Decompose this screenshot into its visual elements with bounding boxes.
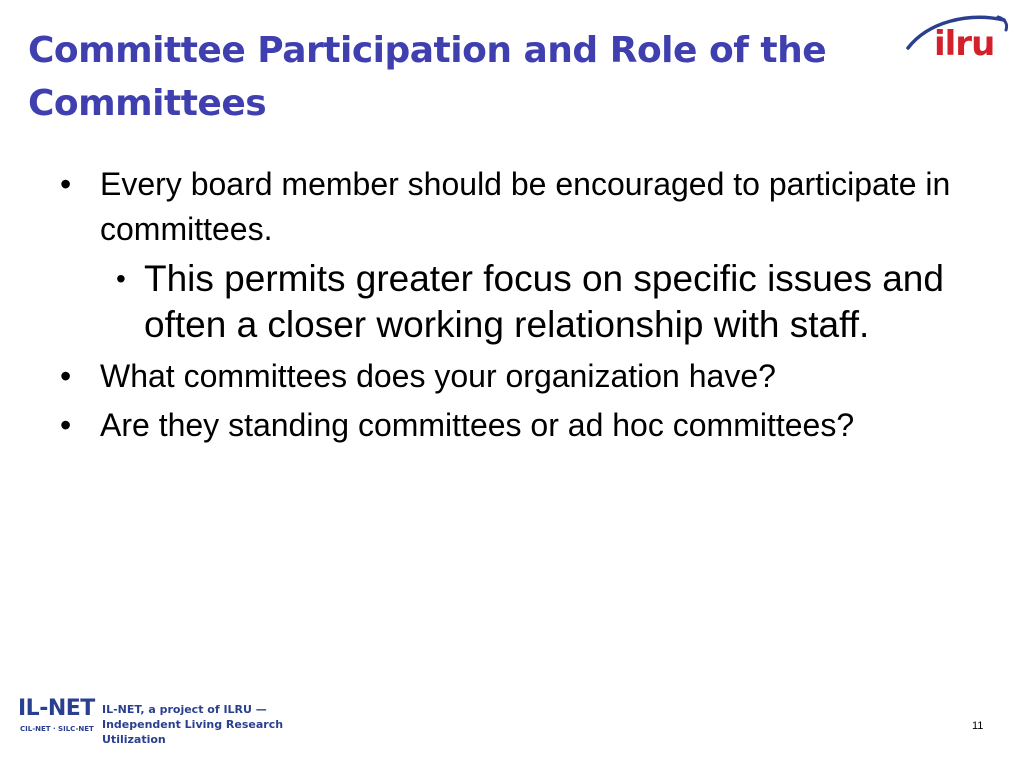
il-net-description — [102, 702, 338, 747]
il-net-brand: IL-NET — [18, 696, 95, 721]
bullet-dot: • — [60, 166, 72, 202]
il-net-brand-sub: CIL-NET · SILC-NET — [20, 725, 94, 733]
slide-title: Committee Participation and Role of the Committees — [28, 30, 827, 124]
bullet-item — [60, 354, 1010, 399]
bullet-item — [60, 403, 1010, 448]
bullet-dot: • — [60, 358, 72, 394]
ilru-logo-text: ilru — [934, 24, 995, 64]
bullet-item — [60, 162, 1010, 252]
il-net-footer-logo — [18, 696, 338, 746]
bullet-list — [60, 162, 1010, 452]
bullet-text: Are they standing committees or ad hoc committees? — [100, 407, 855, 443]
bullet-text: What committees does your organization have? — [100, 358, 776, 394]
page-number: 11 — [972, 720, 984, 732]
footer-line-1: IL-NET, a project of ILRU — — [102, 703, 267, 716]
bullet-dot: • — [60, 407, 72, 443]
footer-line-2: Independent Living Research Utilization — [102, 718, 284, 746]
sub-bullet-item — [106, 256, 1010, 348]
bullet-text: Every board member should be encouraged to participate in committees. — [100, 166, 951, 247]
bullet-dot: • — [116, 263, 126, 294]
bullet-text: This permits greater focus on specific issues and often a closer working relationship with staff. — [144, 258, 944, 345]
ilru-logo — [902, 8, 1010, 68]
